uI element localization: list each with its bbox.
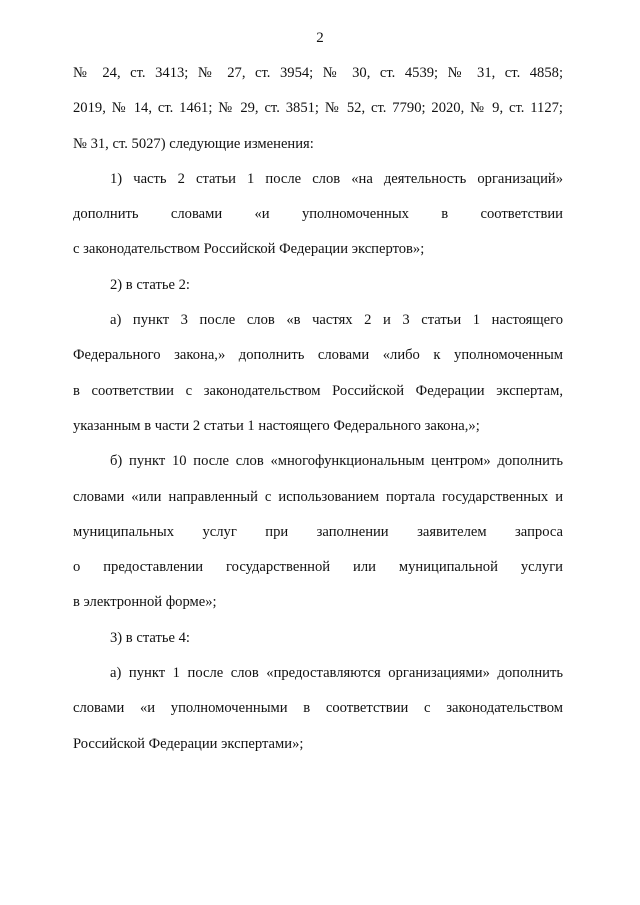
text-line: в электронной форме»; [73, 594, 217, 611]
page-number: 2 [316, 30, 324, 46]
text-line: словами «и уполномоченными в соответствии с законодательством [73, 700, 563, 717]
text-line: № 24, ст. 3413; № 27, ст. 3954; № 30, ст. 4539; № 31, ст. 4858; [73, 65, 563, 81]
text-line: Федерального закона,» дополнить словами «либо к уполномоченным [73, 347, 563, 364]
text-line: о предоставлении государственной или муниципальной услуги [73, 559, 563, 576]
text-line: 3) в статье 4: [110, 629, 190, 646]
text-line: б) пункт 10 после слов «многофункциональным центром» дополнить [110, 453, 563, 470]
text-line: 1) часть 2 статьи 1 после слов «на деятельность организаций» [110, 170, 563, 187]
text-line: 2019, № 14, ст. 1461; № 29, ст. 3851; № 52, ст. 7790; 2020, № 9, ст. 1127; [73, 100, 563, 117]
text-line: муниципальных услуг при заполнении заявителем запроса [73, 523, 563, 540]
text-line: с законодательством Российской Федерации экспертов»; [73, 241, 425, 258]
text-line: а) пункт 3 после слов «в частях 2 и 3 статьи 1 настоящего [110, 312, 563, 329]
text-line: а) пункт 1 после слов «предоставляются организациями» дополнить [110, 665, 563, 682]
text-line: указанным в части 2 статьи 1 настоящего Федерального закона,»; [73, 417, 480, 434]
text-line: Российской Федерации экспертами»; [73, 735, 304, 752]
text-line: 2) в статье 2: [110, 276, 190, 293]
text-line: в соответствии с законодательством Российской Федерации экспертам, [73, 382, 563, 399]
text-line: словами «или направленный с использованием портала государственных и [73, 488, 563, 505]
text-line: дополнить словами «и уполномоченных в соответствии [73, 206, 563, 223]
text-line: № 31, ст. 5027) следующие изменения: [73, 135, 314, 152]
document-body [73, 56, 563, 762]
